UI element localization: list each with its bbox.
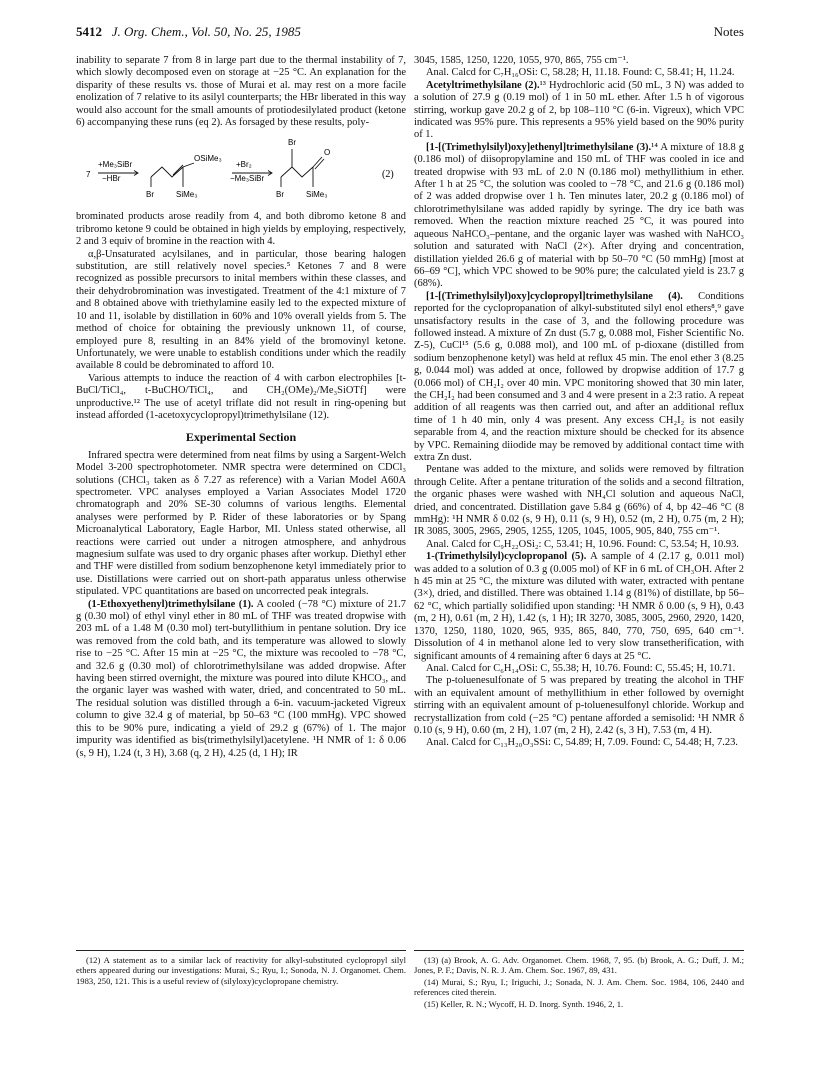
section-heading: Experimental Section bbox=[185, 430, 297, 445]
footnotes-right bbox=[414, 950, 744, 1010]
footnote: (14) Murai, S.; Ryu, I.; Iriguchi, J.; Sonada, N. J. Am. Chem. Soc. 1984, 106, 2440 and references cited therein. bbox=[414, 976, 744, 998]
paragraph: [1-[(Trimethylsilyl)oxy]cyclopropyl]trimethylsilane (4). Conditions reported for the cyclopropanation of alkyl-substituted silyl enol ethers⁸,⁹ gave unsatisfactory results in the case of 3, and the following procedure was followed instead. A mixture of Zn dust (5.7 g, 0.088 mol, Fisher Scientific No. Z-5), CuCl¹⁵ (5.6 g, 0.088 mol), and 100 mL of p-dioxane (distilled from sodium benzophenone ketyl) was held at reflux 45 min. The enol ether 3 (8.25 g, 0.044 mol) was added at once, followed by dropwise addition of 17.7 g (0.066 mol) of CH₂I₂ over 40 min. VPC monitoring showed that 30 min later, the CH₂I₂ had been consumed and 3 and 4 were present in a 2:3 ratio. A repeat addition of all reagents was then carried out, and after an additional reflux time of 1 h 40 min, only 4 was present. Any excess CH₂I₂ is not easily separable from 4, and the reaction mixture should be checked for its absence by VPC. Remaining diiodide may be removed by additional contact time with extra Zn dust. bbox=[414, 290, 744, 463]
co-bond-b bbox=[315, 159, 324, 169]
sime3-label-1: SiMe₃ bbox=[176, 190, 198, 200]
paragraph: Various attempts to induce the reaction of 4 with carbon electrophiles [t-BuCl/TiCl₄, t-BuCHO/TiCl₄, and CH₂(OMe)₂/Me₃SiOTf] were unproductive.¹² The use of acetyl triflate did not result in ring-opening but instead afforded (1-acetoxycyclopropyl)trimethylsilane (12). bbox=[76, 372, 406, 421]
page-header bbox=[76, 24, 744, 44]
br-label-top: Br bbox=[288, 138, 296, 148]
footnote: (13) (a) Brook, A. G. Adv. Organomet. Chem. 1968, 7, 95. (b) Brook, A. G.; Duff, J. M.; Jones, P. F.; Davis, N. R. J. Am. Chem. Soc. 1967, 89, 431. bbox=[414, 955, 744, 976]
reaction-scheme-drawing bbox=[76, 133, 406, 205]
footnote-rule bbox=[414, 950, 744, 951]
paragraph: [1-[(Trimethylsilyl)oxy]ethenyl]trimethylsilane (3).¹⁴ A mixture of 18.8 g (0.186 mol) of diisopropylamine and 150 mL of THF was cooled in ice and treated dropwise with 93 mL of 2.0 N (0.186 mol) methyllithium in ether. After 1 h at 25 °C, the solution was cooled to −78 °C, and 21.6 g (0.186 mol) of 2 was added dropwise over 1 h. Ten minutes later, 20.2 g (0.186 mol) of chlorotrimethylsilane was added rapidly by syringe. The dry ice bath was removed. When the reaction mixture reached 25 °C, it was poured into aqueous NaHCO₃–pentane, and the organic layer was washed with NaHCO₃ solution and saturated with NaCl (2×). After drying and concentration, distillation yielded 26.6 g of material with bp 50–70 °C (50 mmHg) [most at 66–69 °C], which VPC showed to be 90% pure; the calculated yield is 23.7 g (68%). bbox=[414, 141, 745, 290]
paragraph: (1-Ethoxyethenyl)trimethylsilane (1). A cooled (−78 °C) mixture of 21.7 g (0.30 mol) of ethyl vinyl ether in 80 mL of THF was treated dropwise with 203 mL of a 1.48 M (0.30 mol) tert-butyllithium in pentane solution. Dry ice was removed from the cold bath, and its temperature was allowed to slowly rise to −25 °C. After 15 min at −25 °C, the mixture was recooled to −78 °C, and 32.6 g (0.30 mol) of chlorotrimethylsilane was added dropwise. After having been stirred overnight, the mixture was poured into dilute KHCO₃, and the organic layer was washed with water, dried, and concentrated to 50 mL. The residual solution was distilled through a 6-in. vacuum-jacketed Vigreux column to give 32.4 g of material, bp 50–63 °C (100 mmHg). VPC showed this to be 90% pure, indicating a yield of 29.2 g (67%) of 1. The major impurity was identified as bis(trimethylsilyl)acetylene. ¹H NMR of 1: δ 0.06 (s, 9 H), 1.24 (t, 3 H), 3.68 (q, 2 H), 4.25 (d, 1 H); IR bbox=[76, 598, 407, 759]
equation-number: (2) bbox=[382, 169, 394, 181]
page-number: 5412 bbox=[76, 24, 102, 39]
footnote: (15) Keller, R. N.; Wycoff, H. D. Inorg. Synth. 1946, 2, 1. bbox=[424, 998, 624, 1009]
double-bond-1 bbox=[173, 165, 183, 175]
footnote: (12) A statement as to a similar lack of reactivity for alkyl-substituted cyclopropyl silyl ethers appeared during our investigations: Murai, S.; Ryu, I.; Sonoda, N. J. Organomet. Chem. 1983, 250, 121. This is a useful review of (silyloxy)cyclopropane chemistry. bbox=[76, 955, 406, 986]
paragraph: 1-(Trimethylsilyl)cyclopropanol (5). A sample of 4 (2.17 g, 0.011 mol) was added to a solution of 0.3 g (0.005 mol) of KF in 6 mL of CH₃OH. After 2 h 45 min at 25 °C, the mixture was diluted with water, extracted with pentane (3×), dried, and distilled. There was obtained 1.14 g (81%) of distillate, bp 56–62 °C, which partially solidified upon standing: ¹H NMR δ 0.00 (s, 9 H), 0.43 (m, 2 H), 0.61 (m, 2 H), 1.42 (s, 1 H); IR 3270, 3085, 3005, 2960, 2920, 1420, 1370, 1250, 1180, 1020, 965, 935, 865, 840, 770, 750, 695, 640 cm⁻¹. Dissolution of 4 in methanol alone led to very slow transetherification, with significant amounts of 4 remaining after 6 days at 25 °C. bbox=[414, 551, 744, 662]
paragraph: Acetyltrimethylsilane (2).¹³ Hydrochloric acid (50 mL, 3 N) was added to a solution of 27.9 g (0.19 mol) of 1 in 50 mL ether. After 1.5 h of vigorous stirring, workup gave 20.2 g of 2, bp 108–110 °C (6-in. Vigreux), which VPC indicated was 95% pure. This represents a 95% yield based on the 90% purity of 1. bbox=[414, 79, 744, 141]
reaction-scheme-eq2 bbox=[76, 133, 406, 205]
compound-heading: [1-[(Trimethylsilyl)oxy]ethenyl]trimethylsilane (3). bbox=[426, 141, 652, 153]
right-column bbox=[414, 55, 744, 750]
paragraph: Pentane was added to the mixture, and solids were removed by filtration through Celite. After a pentane trituration of the solids and a second filtration, the organic phases were washed with NH₄Cl solution and aqueous NaCl, dried, and concentrated. Distillation gave 5.84 g (66%) of 4, bp 42–46 °C (8 mmHg): ¹H NMR δ 0.02 (s, 9 H), 0.11 (s, 9 H), 0.52 (m, 2 H), 0.75 (m, 2 H); IR 3085, 3005, 2965, 2905, 1255, 1205, 1045, 1005, 905, 840, 755 cm⁻¹. bbox=[414, 464, 744, 538]
paragraph: Anal. Calcd for C₉H₂₂OSi₂: C, 53.41; H, 10.96. Found: C, 53.54; H, 10.93. bbox=[426, 538, 739, 550]
paragraph: Anal. Calcd for C₆H₁₄OSi: C, 55.38; H, 10.76. Found: C, 55.45; H, 10.71. bbox=[426, 662, 736, 674]
paragraph: The p-toluenesulfonate of 5 was prepared by treating the alcohol in THF with an equivalent amount of methyllithium in ether followed by overnight stirring with an equivalent amount of p-toluenesulfonyl chloride. Workup and recrystallization from cold (−25 °C) pentane afforded a semisolid: ¹H NMR δ 0.10 (s, 9 H), 0.60 (m, 2 H), 1.07 (m, 2 H), 2.42 (s, 3 H), 7.53 (m, 4 H). bbox=[414, 675, 744, 736]
paragraph: 3045, 1585, 1250, 1220, 1055, 970, 865, 755 cm⁻¹. bbox=[414, 55, 629, 66]
sime3-label-2: SiMe₃ bbox=[306, 190, 328, 200]
section-label: Notes bbox=[713, 24, 744, 39]
paragraph: Infrared spectra were determined from neat films by using a Sargent-Welch Model 3-200 spectrophotometer. NMR spectra were determined on CDCl₃ solutions (CHCl₃ taken as δ 7.27 as reference) with a Varian Model A60A spectrometer. VPC analyses employed a Varian Associates Model 1720 chromatograph and 20% SE-30 columns of various lengths. Elemental analyses were performed by P. Rider of these laboratories or by Spang Microanalytical Laboratory, Eagle Harbor, MI. Unless stated otherwise, all reactions were carried out under a nitrogen atmosphere, and anhydrous magnesium sulfate was used to dry organic phases after workup. Diethyl ether and THF were distilled from sodium benzophenone ketyl immediately prior to use. Distillations were carried out on short-path apparatus unless otherwise stipulated. VPC quantitations are based on uncorrected peak integrals. bbox=[76, 449, 406, 598]
paragraph: brominated products arose readily from 4, and both dibromo ketone 8 and tribromo ketone 9 could be obtained in high yields by employing, respectively, 2 and 3 equiv of bromine in the reaction with 4. bbox=[76, 211, 406, 248]
reagent-minus-me3sibr: −Me₃SiBr bbox=[230, 174, 265, 184]
journal-citation: J. Org. Chem., Vol. 50, No. 25, 1985 bbox=[111, 24, 301, 39]
compound-heading: Acetyltrimethylsilane (2). bbox=[426, 79, 540, 91]
compound-heading: [1-[(Trimethylsilyl)oxy]cyclopropyl]trimethylsilane (4). bbox=[426, 290, 683, 302]
compound-heading: (1-Ethoxyethenyl)trimethylsilane (1). bbox=[88, 598, 254, 610]
reagent-br2: +Br₂ bbox=[236, 160, 252, 170]
structure-2-bonds bbox=[281, 167, 313, 177]
o-bond bbox=[183, 163, 194, 167]
compound-7-label: 7 bbox=[86, 170, 91, 180]
compound-heading: 1-(Trimethylsilyl)cyclopropanol (5). bbox=[426, 551, 587, 563]
paragraph: Anal. Calcd for C₁₃H₂₀O₃SSi: C, 54.89; H, 7.09. Found: C, 54.48; H, 7.23. bbox=[426, 737, 738, 749]
co-bond-a bbox=[313, 157, 322, 167]
paragraph: Anal. Calcd for C₇H₁₆OSi: C, 58.28; H, 11.18. Found: C, 58.41; H, 11.24. bbox=[426, 67, 735, 79]
paragraph: α,β-Unsaturated acylsilanes, and in particular, those bearing halogen substitution, are still relatively novel species.⁵ Ketones 7 and 8 were recognized as possible precursors to inital members within these classes, and their dehydrobromination was investigated. Treatment of the 4:1 mixture of 7 and 8 obtained above with triethylamine easily led to the expected mixture of 10 and 11, isolable by distillation in 60% and 10% overall yields from 5. The method of choice for obtaining the previously unknown 11, of course, employed pure 8, resulting in an 84% yield of the bromovinyl ketone. Unfortunately, we were unable to establish conditions under which the readily available 8 could be debrominated to afford 10. bbox=[76, 248, 406, 372]
o-label: O bbox=[324, 148, 331, 158]
left-column bbox=[76, 55, 406, 760]
structure-1-bonds bbox=[151, 167, 183, 177]
br-label-2: Br bbox=[276, 190, 284, 200]
reagent-minus-hbr: −HBr bbox=[102, 174, 121, 184]
footnote-rule bbox=[76, 950, 406, 951]
paragraph: inability to separate 7 from 8 in large part due to the thermal instability of 7, which slowly decomposed even on storage at −25 °C. An explanation for the disparity of these results vs. those of Murai et al. may rest on a more facile enolization of 7 relative to its asilyl counterparts; the HBr liberated in this way would also account for the small amounts of protiodesilylated product (ketone 6) accompanying these runs (eq 2). As forsaged by these results, poly- bbox=[76, 55, 406, 129]
footnotes-left bbox=[76, 950, 406, 987]
br-label-1: Br bbox=[146, 190, 154, 200]
osime3-label: OSiMe₃ bbox=[194, 154, 222, 164]
reagent-me3sibr: +Me₃SiBr bbox=[98, 160, 133, 170]
